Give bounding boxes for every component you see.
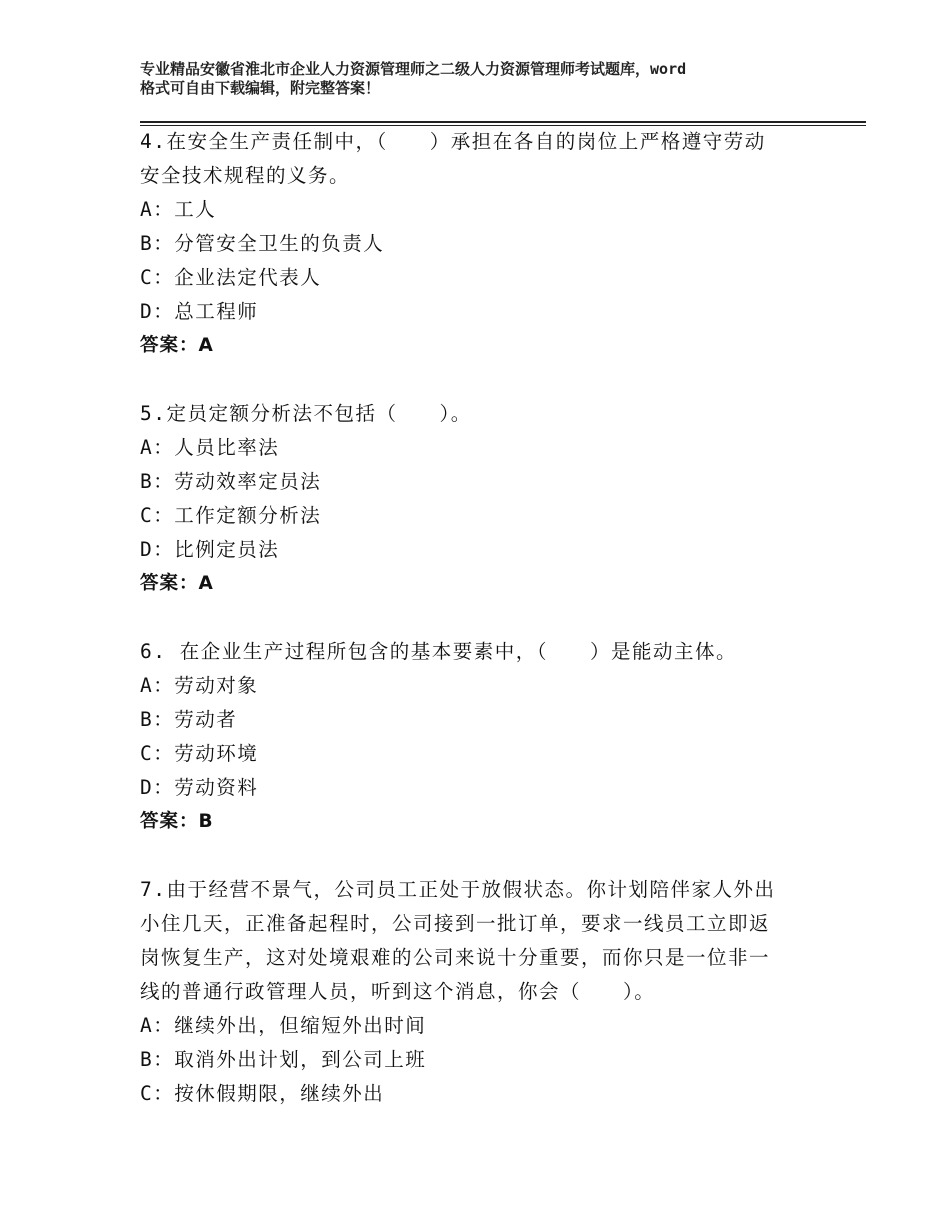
question-stem-line: 小住几天，正准备起程时，公司接到一批订单，要求一线员工立即返 (140, 912, 771, 935)
option-b: B：劳动效率定员法 (140, 470, 322, 493)
question-stem-line: 4.在安全生产责任制中，（ ）承担在各自的岗位上严格遵守劳动 (140, 130, 766, 153)
document-header (140, 60, 840, 98)
question-stem-line: 岗恢复生产，这对处境艰难的公司来说十分重要，而你只是一位非一 (140, 946, 771, 969)
question-stem-line: 线的普通行政管理人员，听到这个消息，你会（ ）。 (140, 980, 656, 1003)
question-list (140, 125, 860, 1111)
answer: 答案：A (140, 573, 214, 594)
option-d: D：劳动资料 (140, 776, 259, 799)
answer: 答案：A (140, 335, 214, 356)
spacer (140, 601, 860, 635)
question-7 (140, 873, 860, 1111)
header-divider-thick (140, 121, 866, 123)
spacer (140, 363, 860, 397)
header-line-1: 专业精品安徽省淮北市企业人力资源管理师之二级人力资源管理师考试题库，word (140, 60, 687, 78)
question-stem-line: 6. 在企业生产过程所包含的基本要素中，（ ）是能动主体。 (140, 640, 737, 663)
header-line-2: 格式可自由下载编辑，附完整答案！ (140, 79, 381, 97)
option-b: B：取消外出计划，到公司上班 (140, 1048, 427, 1071)
option-d: D：总工程师 (140, 300, 259, 323)
option-a: A：继续外出，但缩短外出时间 (140, 1014, 427, 1037)
spacer (140, 839, 860, 873)
option-c: C：企业法定代表人 (140, 266, 322, 289)
option-a: A：劳动对象 (140, 674, 259, 697)
answer: 答案：B (140, 811, 214, 832)
question-6 (140, 635, 860, 839)
question-5 (140, 397, 860, 601)
question-stem-line: 5.定员定额分析法不包括（ ）。 (140, 402, 472, 425)
question-4 (140, 125, 860, 363)
option-b: B：分管安全卫生的负责人 (140, 232, 385, 255)
option-d: D：比例定员法 (140, 538, 280, 561)
option-a: A：工人 (140, 198, 217, 221)
option-a: A：人员比率法 (140, 436, 280, 459)
option-c: C：工作定额分析法 (140, 504, 322, 527)
question-stem-line: 安全技术规程的义务。 (140, 164, 351, 187)
option-c: C：按休假期限，继续外出 (140, 1082, 385, 1105)
option-b: B：劳动者 (140, 708, 238, 731)
question-stem-line: 7.由于经营不景气，公司员工正处于放假状态。你计划陪伴家人外出 (140, 878, 776, 901)
option-c: C：劳动环境 (140, 742, 259, 765)
